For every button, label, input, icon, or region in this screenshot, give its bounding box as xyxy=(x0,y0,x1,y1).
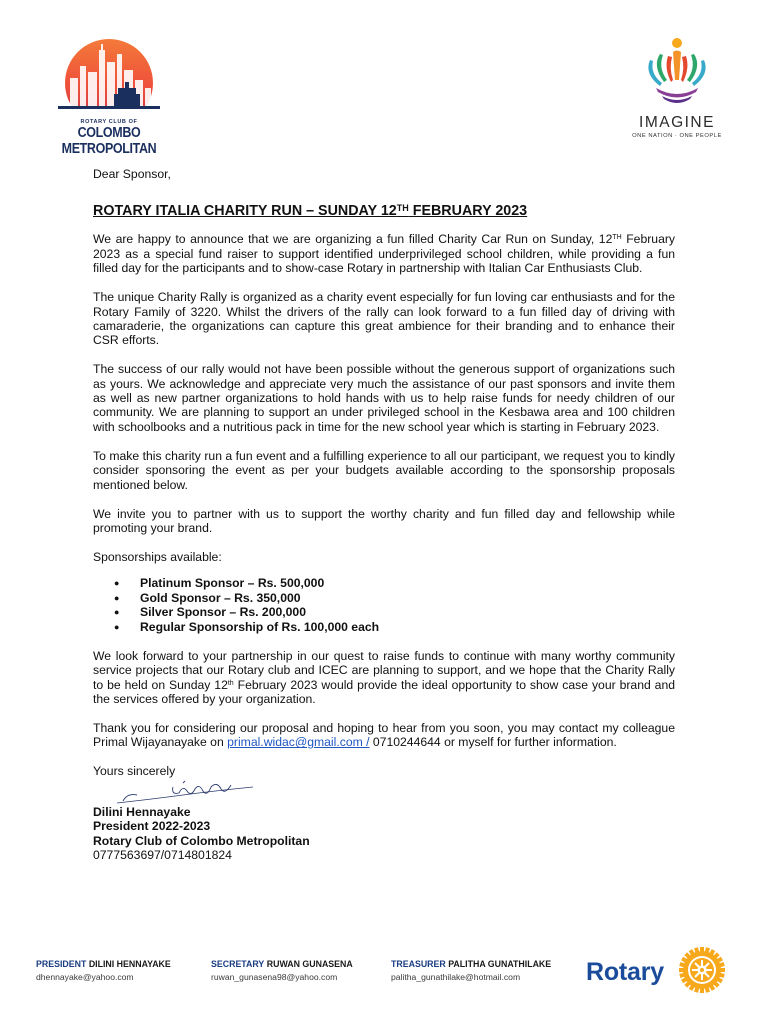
imagine-logo xyxy=(618,36,736,146)
rotary-wheel-tooth xyxy=(679,962,685,967)
greeting: Dear Sponsor, xyxy=(93,167,171,181)
rotary-wheel-icon xyxy=(676,944,728,996)
paragraph-contact xyxy=(93,721,675,750)
p6-text: We look forward to your partnership in our quest to raise funds to continue with many worthy community service projects that our Rotary club and ICEC are planning to support, and we hope that the Charity Rally to be held on Sunday 12 xyxy=(93,648,675,692)
logo-club-name: COLOMBO METROPOLITAN xyxy=(61,125,157,157)
paragraph-rally-description: The unique Charity Rally is organized as a charity event especially for fun loving car enthusiasts and for the Rotary Family of 3220. Whilst the drivers of the rally can look forward to a fun filled day of driving with camaraderie, the organizations can capture this great ambience for their branding and to enhance their CSR efforts. xyxy=(93,290,675,348)
paragraph-invitation: We invite you to partner with us to support the worthy charity and fun filled day and fellowship while promoting your brand. xyxy=(93,506,675,535)
secretary-email: ruwan_gunasena98@yahoo.com xyxy=(211,972,338,982)
imagine-wordmark: IMAGINE xyxy=(639,114,715,131)
signer-phone: 0777563697/0714801824 xyxy=(93,848,232,863)
letter-title xyxy=(93,203,675,220)
rotary-wheel-tooth xyxy=(720,968,725,972)
rotary-wheel-tooth xyxy=(705,987,710,993)
signature xyxy=(93,779,675,805)
rotary-wheel-tooth xyxy=(705,947,710,953)
list-item-platinum: ● Platinum Sponsor – Rs. 500,000 xyxy=(93,576,675,591)
treasurer-role: TREASURER xyxy=(391,959,446,969)
footer-treasurer xyxy=(391,958,551,984)
imagine-tagline: ONE NATION · ONE PEOPLE xyxy=(632,133,722,139)
president-name: DILINI HENNAYAKE xyxy=(88,959,171,969)
president-email: dhennayake@yahoo.com xyxy=(36,972,134,982)
list-item-silver: ● Silver Sponsor – Rs. 200,000 xyxy=(93,605,675,620)
secretary-role: SECRETARY xyxy=(211,959,265,969)
rotary-club-colombo-metropolitan-logo xyxy=(34,36,184,157)
secretary-name: RUWAN GUNASENA xyxy=(266,959,353,969)
p7-text: Thank you for considering our proposal and hoping to hear from you soon, you may contact my colleague Primal Wijayanayake on xyxy=(93,720,675,750)
p1-text-end: February 2023 as a special fund raiser to support identified underprivileged school children, while providing a fun filled day for the participants and to show-case Rotary in partnership with Italian Car Enthusiasts Club. xyxy=(93,232,675,276)
treasurer-email: palitha_gunathilake@hotmail.com xyxy=(391,972,521,982)
paragraph-announcement xyxy=(93,232,675,275)
rotary-wordmark: Rotary xyxy=(586,958,664,986)
rotary-wheel-tooth xyxy=(679,968,684,972)
paragraph-success: The success of our rally would not have been possible without the generous support of organizations such as yours. We acknowledge and appreciate very much the assistance of our past sponsors and invite them as well as new partner organizations to hold hands with us to help raise funds for needy children of our community. We are planning to support an under privileged school in the Kesbawa area and 100 children with schoolbooks and a nutritious pack in time for the new school year which is starting in February 2023. xyxy=(93,362,675,434)
logo-small-text: ROTARY CLUB OF xyxy=(80,119,138,125)
title-text-end: FEBRUARY 2023 xyxy=(408,203,528,220)
signer-title: President 2022-2023 xyxy=(93,819,211,834)
president-role: PRESIDENT xyxy=(36,959,87,969)
rotary-wheel-tooth xyxy=(700,947,704,952)
closing: Yours sincerely xyxy=(93,764,176,779)
footer-president xyxy=(36,958,171,984)
treasurer-name: PALITHA GUNATHILAKE xyxy=(448,959,552,969)
list-item-gold: ● Gold Sponsor – Rs. 350,000 xyxy=(93,591,675,606)
rotary-wheel-tooth xyxy=(679,973,685,978)
rotary-wheel-tooth xyxy=(719,973,725,978)
paragraph-partnership xyxy=(93,649,675,707)
imagine-people-icon xyxy=(642,36,712,108)
email-link[interactable]: primal.widac@gmail.com / xyxy=(227,735,370,750)
p1-text: We are happy to announce that we are organizing a fun filled Charity Car Run on Sunday, 12 xyxy=(93,232,613,247)
title-superscript: TH xyxy=(396,203,409,214)
p1-superscript: TH xyxy=(612,234,622,242)
rotary-wheel-tooth xyxy=(694,987,699,993)
footer-secretary xyxy=(211,958,353,984)
rotary-wheel-tooth xyxy=(694,947,699,953)
signer-name: Dilini Hennayake xyxy=(93,804,191,819)
p7-text-end: 0710244644 or myself for further information. xyxy=(369,735,617,750)
list-item-regular: ● Regular Sponsorship of Rs. 100,000 each xyxy=(93,620,675,635)
sponsorship-list xyxy=(93,576,675,634)
rotary-wheel-tooth xyxy=(700,988,704,993)
signature-scrawl-icon xyxy=(113,773,263,809)
title-text: ROTARY ITALIA CHARITY RUN – SUNDAY 12 xyxy=(93,203,397,220)
signer-block xyxy=(93,805,675,863)
signer-org: Rotary Club of Colombo Metropolitan xyxy=(93,833,310,848)
letterhead-footer xyxy=(36,958,736,998)
p6-superscript: th xyxy=(227,679,234,687)
rotary-wheel-tooth xyxy=(719,962,725,967)
city-skyline-sunset-icon xyxy=(54,36,164,120)
letter-body xyxy=(93,167,675,863)
p6-text-end: February 2023 would provide the ideal opportunity to show case your brand and the services offered by your organization. xyxy=(93,677,676,706)
paragraph-request: To make this charity run a fun event and a fulfilling experience to all our participant, we request you to kindly consider sponsoring the event as per your budgets available according to the sponsorship proposals mentioned below. xyxy=(93,448,675,492)
sponsorships-label: Sponsorships available: xyxy=(93,549,222,564)
